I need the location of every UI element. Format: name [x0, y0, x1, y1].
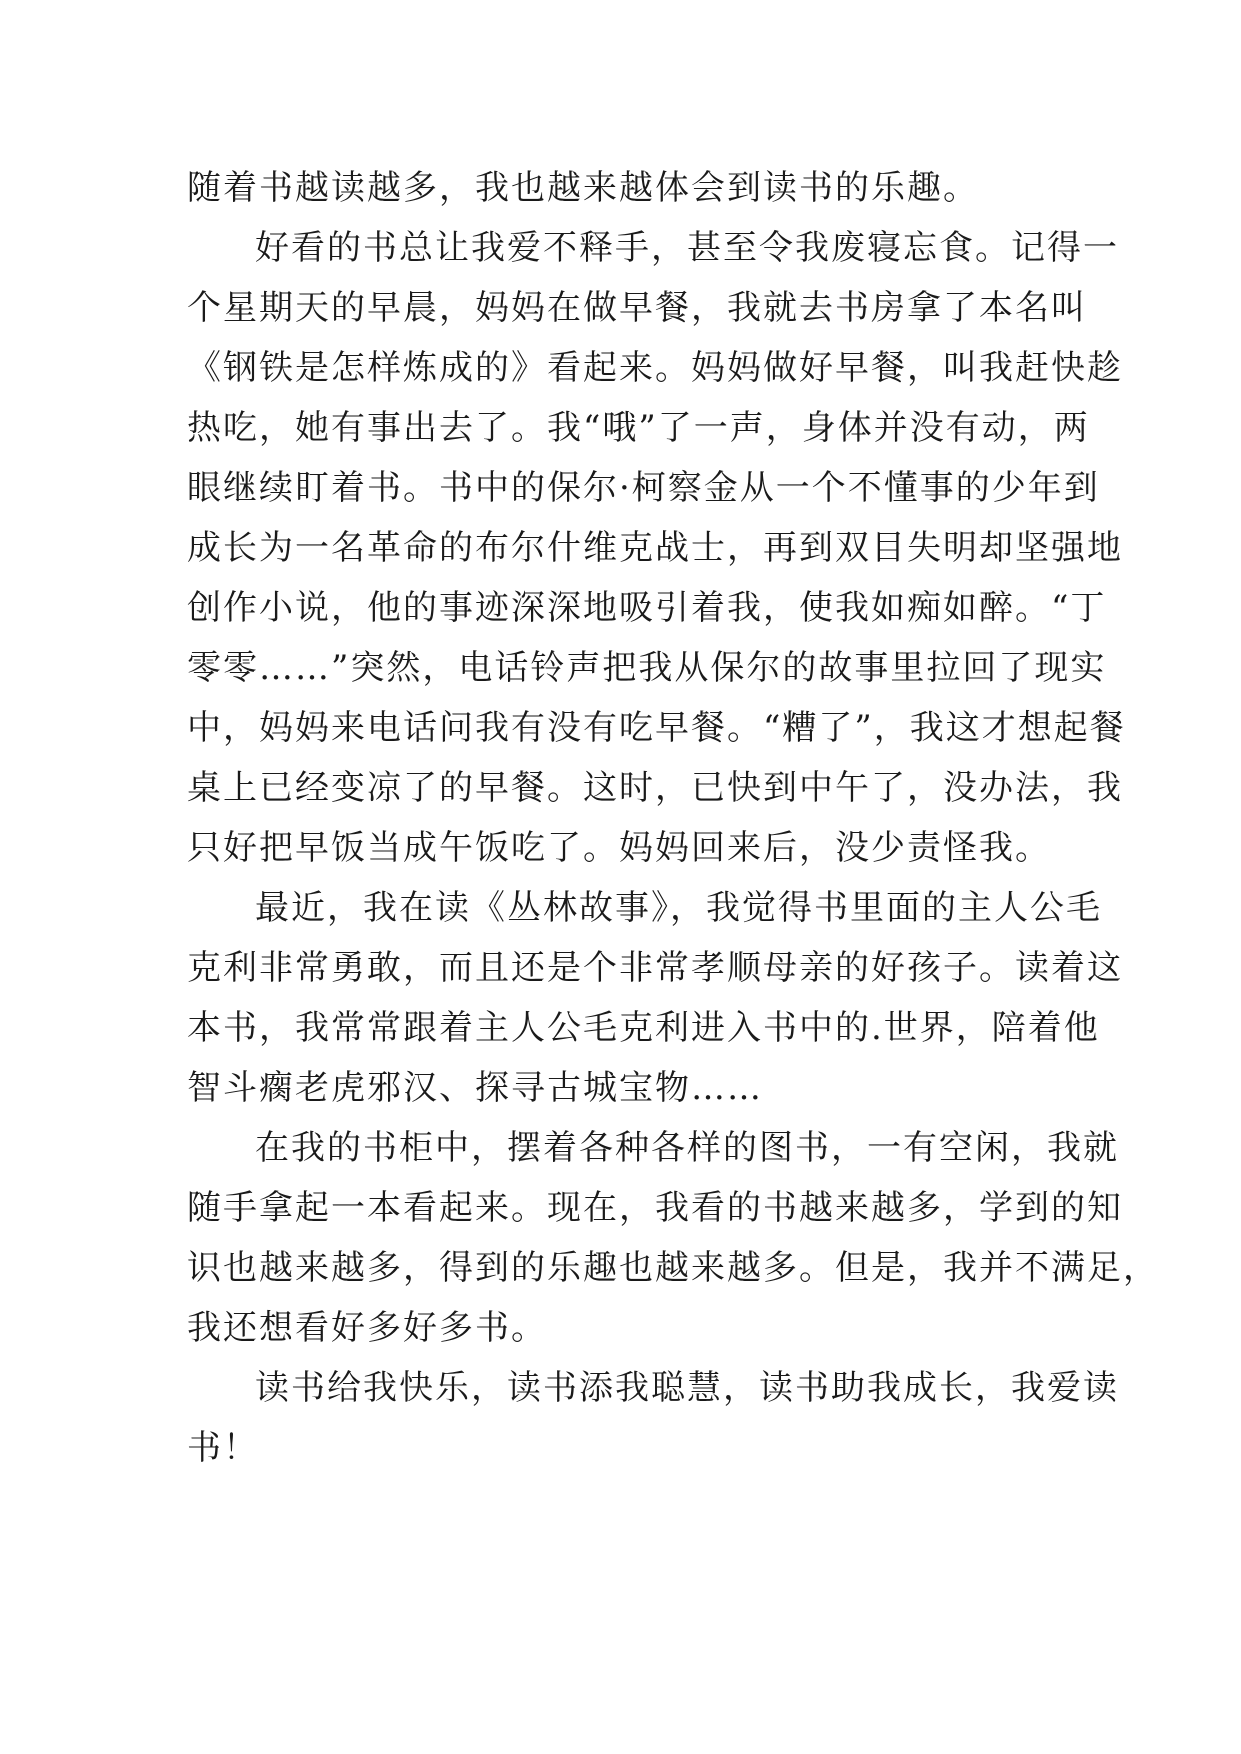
paragraph-first-line: 好看的书总让我爱不释手，甚至令我废寝忘食。记得一 [255, 228, 1119, 268]
text-line: 创作小说，他的事迹深深地吸引着我，使我如痴如醉。“丁 [187, 588, 1107, 628]
text-line: 智斗瘸老虎邪汉、探寻古城宝物…… [187, 1068, 763, 1108]
text-line: 个星期天的早晨，妈妈在做早餐，我就去书房拿了本名叫 [187, 288, 1087, 328]
text-line: 成长为一名革命的布尔什维克战士，再到双目失明却坚强地 [187, 528, 1123, 568]
text-line: 识也越来越多，得到的乐趣也越来越多。但是，我并不满足， [187, 1248, 1159, 1288]
paragraph-first-line: 最近，我在读《丛林故事》，我觉得书里面的主人公毛 [255, 888, 1102, 928]
paragraph-first-line: 读书给我快乐，读书添我聪慧，读书助我成长，我爱读 [255, 1368, 1119, 1408]
text-line: 随手拿起一本看起来。现在，我看的书越来越多，学到的知 [187, 1188, 1123, 1228]
paragraph-first-line: 在我的书柜中，摆着各种各样的图书，一有空闲，我就 [255, 1128, 1119, 1168]
text-line: 书！ [187, 1428, 259, 1468]
text-line: 只好把早饭当成午饭吃了。妈妈回来后，没少责怪我。 [187, 828, 1051, 868]
essay-body [187, 158, 1159, 1478]
text-line: 《钢铁是怎样炼成的》看起来。妈妈做好早餐，叫我赶快趁 [187, 348, 1123, 388]
text-line: 零零……”突然，电话铃声把我从保尔的故事里拉回了现实 [187, 648, 1107, 688]
text-line: 热吃，她有事出去了。我“哦”了一声，身体并没有动，两 [187, 408, 1090, 448]
text-line: 眼继续盯着书。书中的保尔·柯察金从一个不懂事的少年到 [187, 468, 1100, 508]
text-line: 本书，我常常跟着主人公毛克利进入书中的.世界，陪着他 [187, 1008, 1100, 1048]
text-line: 我还想看好多好多书。 [187, 1308, 547, 1348]
text-line: 桌上已经变凉了的早餐。这时，已快到中午了，没办法，我 [187, 768, 1123, 808]
text-line: 中，妈妈来电话问我有没有吃早餐。“糟了”，我这才想起餐 [187, 708, 1126, 748]
text-line: 随着书越读越多，我也越来越体会到读书的乐趣。 [187, 168, 979, 208]
text-line: 克利非常勇敢，而且还是个非常孝顺母亲的好孩子。读着这 [187, 948, 1123, 988]
